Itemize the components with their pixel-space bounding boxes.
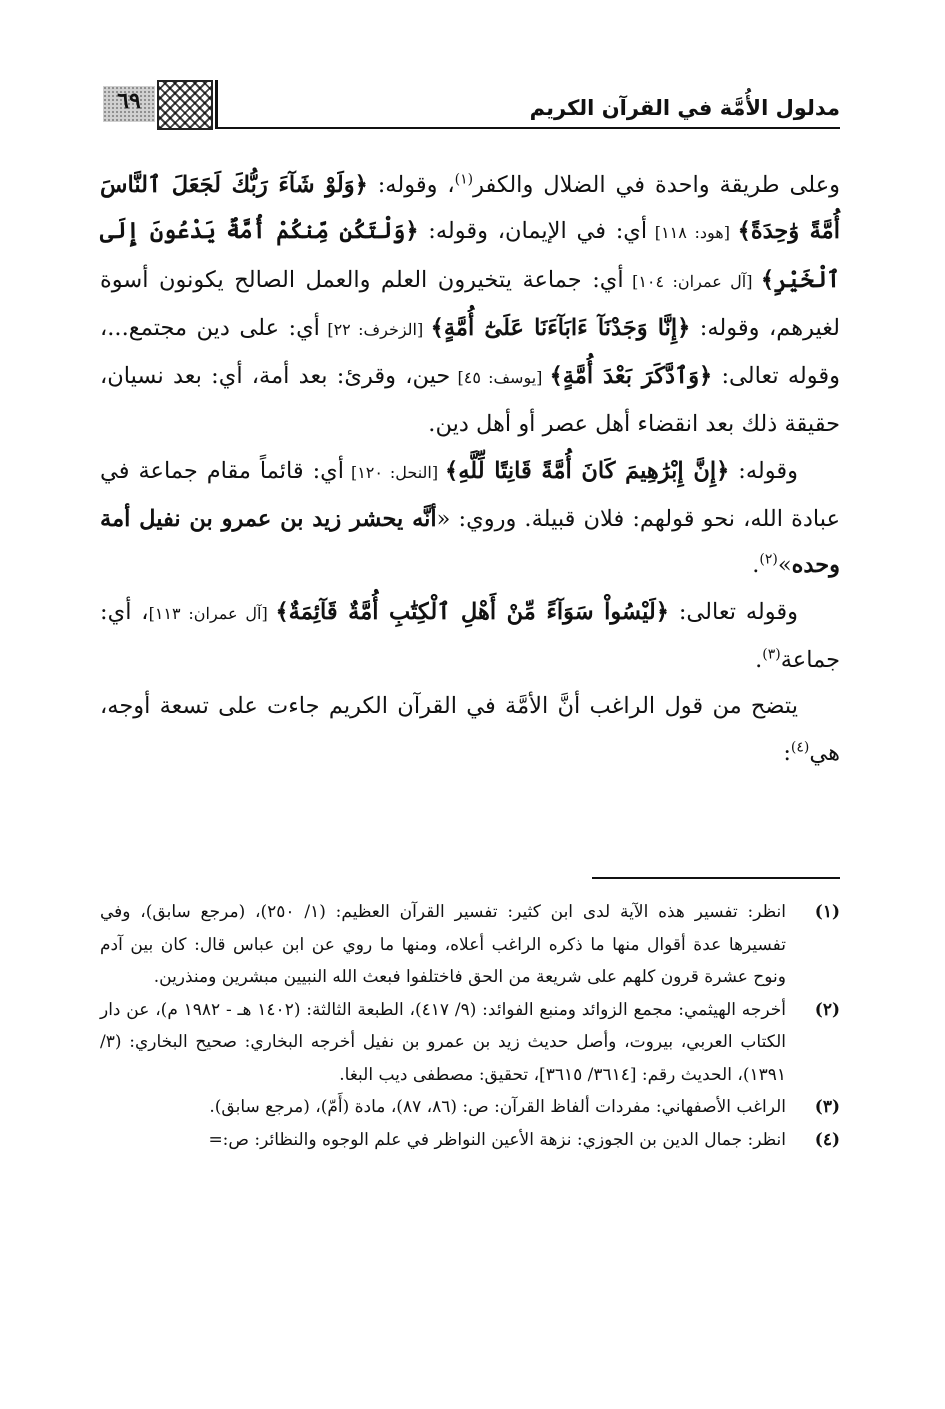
text-run: . <box>755 646 763 673</box>
verse-reference: [النحل: ١٢٠] <box>344 462 446 482</box>
paragraph-3 <box>100 589 840 684</box>
quran-verse: ﴿وَٱدَّكَرَ بَعْدَ أُمَّةٍ﴾ <box>549 363 713 390</box>
page-number: ٦٩ <box>117 88 141 114</box>
footnote-text: انظر: جمال الدين بن الجوزي: نزهة الأعين النواظر في علم الوجوه والنظائر: ص:= <box>208 1129 786 1150</box>
header-divider <box>215 80 218 129</box>
quran-verse: ﴿وَلَوْ شَآءَ رَبُّكَ لَجَعَلَ ٱلنَّاسَ أُمَّةً وَٰحِدَةً﴾ <box>100 172 840 245</box>
paragraph-1 <box>100 162 840 448</box>
text-run: وقوله تعالى: <box>668 598 799 625</box>
footnote <box>100 1124 840 1157</box>
footnote-text: انظر: تفسير هذه الآية لدى ابن كثير: تفسير القرآن العظيم: (١/ ٢٥٠)، (مرجع سابق)، وفي تفسيرها عدة أقوال منها ما ذكره الراغب أعلاه، ومنها ما روي عن ابن عباس قال: كان بين آدم ونوح عشرة قرون كلهم على شريعة من الحق فاختلفوا فبعث الله النبيين مبشرين ومنذرين. <box>100 902 786 987</box>
footnote-text: أخرجه الهيثمي: مجمع الزوائد ومنبع الفوائد: (٩/ ٤١٧)، الطبعة الثالثة: (١٤٠٢ هـ - ١٩٨٢ م)، عن دار الكتاب العربي، بيروت، وأصل حديث زيد بن عمرو بن نفيل أخرجه البخاري: صحيح البخاري: (٣/ ١٣٩١)، الحديث رقم: [٣٦١٤/ ٣٦١٥]، تحقيق: مصطفى ديب البغا. <box>100 999 787 1085</box>
footnote-number: (٢) <box>814 999 840 1020</box>
text-run: يتضح من قول الراغب أنَّ الأمَّة في القرآن الكريم جاءت على تسعة أوجه، هي <box>100 693 840 766</box>
text-run: أي: على دين مجتمع...، وقوله تعالى: <box>100 314 841 390</box>
footnote <box>100 994 840 1092</box>
text-run: أي: جماعة يتخيرون العلم والعمل الصالح يكونون أسوة لغيرهم، وقوله: <box>100 266 840 341</box>
footnote-marker-4: (٤) <box>790 739 810 756</box>
footnote-marker-3: (٣) <box>762 646 781 663</box>
header-rule <box>215 127 840 129</box>
footnote-number: (٤) <box>814 1129 840 1150</box>
text-run: أي: في الإيمان، وقوله: <box>418 218 648 245</box>
text-run: حين، وقرئ: بعد أمة، أي: بعد نسيان، حقيقة ذلك بعد انقضاء أهل عصر أو أهل دين. <box>100 363 840 438</box>
text-run: وعلى طريقة واحدة في الضلال والكفر <box>473 172 840 198</box>
quran-verse: ﴿وَلْتَكُن مِّنكُمْ أُمَّةٌ يَدْعُونَ إِلَى ٱلْخَيْرِ﴾ <box>100 218 841 293</box>
quran-verse: ﴿لَيْسُواْ سَوَآءً مِّنْ أَهْلِ ٱلْكِتَٰبِ أُمَّةٌ قَآئِمَةٌ﴾ <box>275 598 669 625</box>
running-header <box>95 78 840 130</box>
hadith-text: أنَّه يحشر زيد بن عمرو بن نفيل أمة وحده <box>100 506 840 579</box>
verse-reference: [هود: ١١٨] <box>647 223 738 243</box>
footnote-number: (١) <box>814 902 840 922</box>
text-run: . <box>752 552 760 579</box>
ornament-icon <box>157 80 213 130</box>
verse-reference: [آل عمران: ١١٣] <box>148 603 276 623</box>
text-run: » <box>777 552 792 579</box>
footnote-separator <box>592 877 840 879</box>
footnote-number: (٣) <box>814 1097 840 1117</box>
quran-verse: ﴿إِنَّ إِبْرَٰهِيمَ كَانَ أُمَّةً قَانِتًا لِّلَّهِ﴾ <box>445 457 730 484</box>
text-run: ، أي: جماعة <box>100 598 840 673</box>
verse-reference: [يوسف: ٤٥] <box>450 368 550 388</box>
footnote-marker-2: (٢) <box>759 551 778 568</box>
footnote-text: الراغب الأصفهاني: مفردات ألفاظ القرآن: ص: (٨٦، ٨٧)، مادة (أَمّ)، (مرجع سابق). <box>209 1097 786 1117</box>
footnotes <box>100 896 840 1156</box>
verse-reference: [آل عمران: ١٠٤] <box>623 271 761 291</box>
footnote-marker-1: (١) <box>454 171 474 188</box>
paragraph-4 <box>100 683 840 776</box>
header-title: مدلول الأُمَّة في القرآن الكريم <box>529 96 840 120</box>
verse-reference: [الزخرف: ٢٢] <box>319 319 431 339</box>
paragraph-2 <box>100 448 840 589</box>
text-run: ، وقوله: <box>367 172 455 198</box>
main-text <box>100 162 840 776</box>
text-run: أي: قائماً مقام جماعة في عبادة الله، نحو قولهم: فلان قبيلة. وروي: « <box>100 457 841 533</box>
footnote <box>100 1091 840 1124</box>
text-run: : <box>783 739 791 766</box>
quran-verse: ﴿إِنَّا وَجَدْنَآ ءَابَآءَنَا عَلَىٰٓ أُمَّةٍ﴾ <box>430 314 691 341</box>
footnote <box>100 896 840 994</box>
text-run: وقوله: <box>729 457 799 484</box>
